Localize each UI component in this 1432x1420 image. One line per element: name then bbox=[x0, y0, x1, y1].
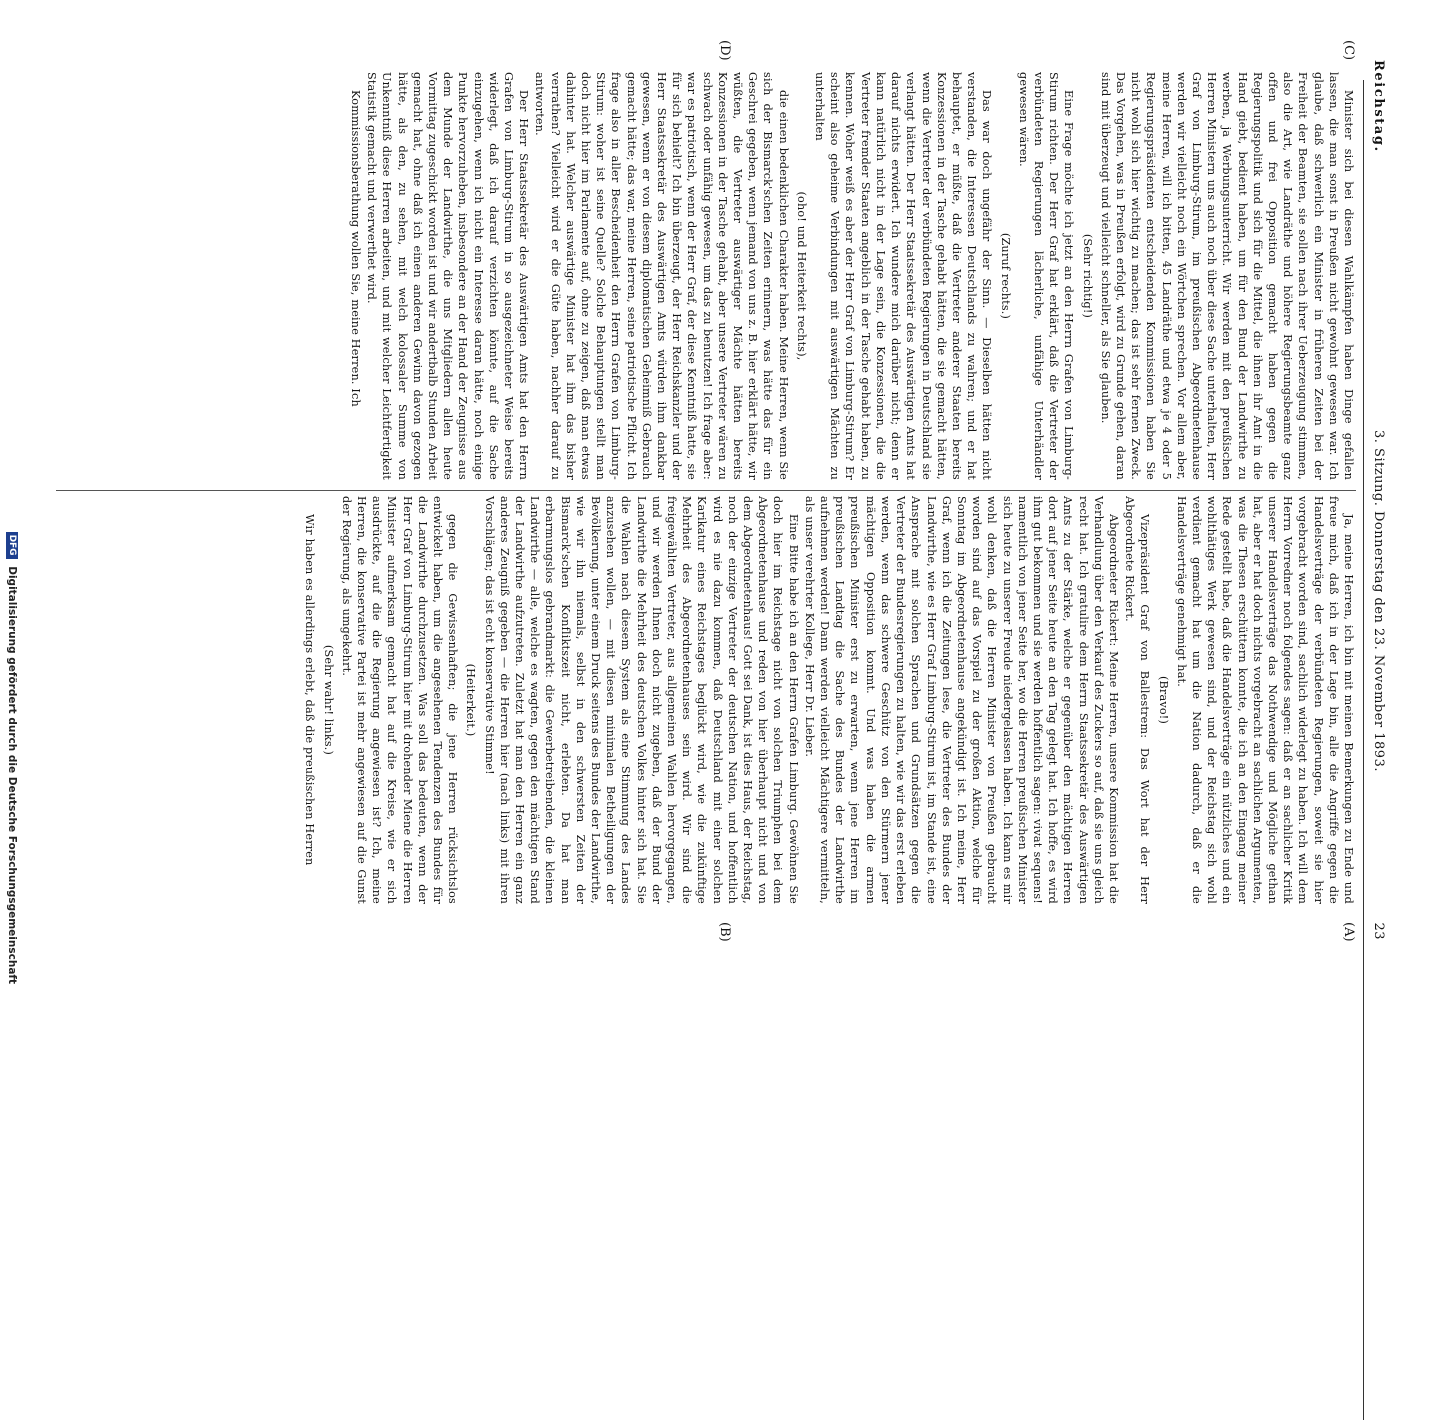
right-column bbox=[347, 72, 1356, 480]
header-rule bbox=[1363, 80, 1364, 1420]
margin-letter-c: (C) bbox=[1341, 40, 1356, 61]
paragraph: gegen die Gewissenhaften; die jene Herren rücksichtslos entwickelt haben, um die angesehenen Tendenzen des Bundes für die Landwirthe durchzusetzen. Was soll das bedeuten, wenn der Herr Graf von Limburg-Stirum hier mit drohender Miene die Herren Minister aufmerksam gemacht hat auf die Kreise, wie er sich ausdrückte, auf die die Regierung angewiesen ist? Ich, meine Herren, die konservative Partei ist mehr angewiesen auf die Gunst der Regierung, als umgekehrt. bbox=[339, 496, 460, 904]
paragraph: Kommissionsberathung wollen Sie, meine Herren. Ich bbox=[349, 90, 362, 407]
paragraph: Vizepräsident Graf von Ballestrem: Das Wort hat der Herr Abgeordnete Rickert. bbox=[1123, 496, 1152, 904]
left-column bbox=[301, 496, 1356, 904]
paragraph: Wir haben es allerdings erlebt, daß die preußischen Herren bbox=[303, 514, 317, 866]
margin-letter-b: (B) bbox=[717, 922, 732, 942]
interjection: (Zuruf rechts.) bbox=[998, 232, 1012, 320]
paragraph: Minister sich bei diesen Wahlkämpfen haben Dinge gefallen lassen, die man sonst in Preußen nicht gewohnt gewesen war. Ich glaube, daß schwerlich ein Minister in früheren Zeiten bei der Freiheit der Beamten, sie sollen nach ihrer Ueberzeugung stimmen, also die Art, wie Landräthe und höhere Regierungsbeamte ganz offen und frei Opposition gemacht haben gegen die Regierungspolitik und sich für die Mittel, die ihnen ihr Amt in die Hand giebt, bedient haben, um für den Bund der Landwirthe zu werben, ja Werbungsunterricht. Wir werden mit den preußischen Herren Ministern uns auch noch über diese Sache unterhalten, Herr Graf von Limburg-Stirum, im preußischen Abgeordnetenhause werden wir vielleicht noch ein Wörtchen sprechen. Vor allem aber, meine Herren, will ich bitten, 45 Landräthe und etwa je 4 oder 5 Regierungspräsidenten entscheidenden Kommissionen haben Sie nicht wohl sich hier wichtig zu machen; das ist sehr fernen Zweck. Das Vorgehen, was in Preußen erfolgt, wird zu Grunde gehen, daran sind mit überzeugt und vielleicht schneller, als Sie glauben. bbox=[1098, 72, 1355, 480]
header-center: 3. Sitzung. Donnerstag den 23. November 1893. bbox=[1371, 430, 1386, 772]
paragraph: Das war doch ungefähr der Sinn. — Dieselben hätten nicht verstanden, die Interessen Deutschlands zu wahren; und er hat behauptet, er müßte, daß die Vertreter anderer Staaten bereits Konzessionen in der Tasche gehabt hätten, die sie gemacht hätten, wenn die Vertreter der verbündeten Regierungen in Deutschland sie verlangt hätten. Der Herr Staatssekretär des Auswärtigen Amts hat darauf nichts erwidert. Ich wundere mich darüber nicht; denn er kann natürlich nicht in der Lage sein, die Konzessionen, die die Vertreter fremder Staaten angeblich in der Tasche gehabt haben, zu kennen. Woher weiß es aber der Herr Graf von Limburg-Stirum? Er scheint also geheime Verbindungen mit auswärtigen Mächten zu unterhalten bbox=[813, 72, 994, 480]
margin-letter-a: (A) bbox=[1341, 922, 1356, 942]
interjection: (Bravo!) bbox=[1156, 675, 1170, 725]
funding-footer bbox=[6, 0, 18, 1000]
paragraph: Ja, meine Herren, ich bin mit meinen Bemerkungen zu Ende und freue mich, daß ich in der Lage bin, alle die Angriffe gegen die Handelsverträge der verbündeten Regierungen, soweit sie hier vorgebracht worden sind, sachlich widerlegt zu haben. Ich will dem Herrn Vorredner noch folgendes sagen: daß er an sachlicher Kritik unserer Handelsverträge das Nothwendige und Mögliche gethan hat, aber er hat doch nichts vorgebracht an sachlichen Argumenten, was die Thesen erschüttern konnte, die ich an den Eingang meiner Rede gestellt habe, daß die Handelsverträge ein nützliches und ein wohlthätiges Werk gewesen sind, und der Reichstag sich wohl verdient gemacht hat um die Nation dadurch, daß er die Handelsverträge genehmigt hat. bbox=[1174, 496, 1355, 904]
interjection: (Sehr wahr! links.) bbox=[321, 644, 335, 756]
paragraph: Eine Bitte habe ich an den Herrn Grafen Limburg. Gewöhnen Sie doch hier im Reichstage nicht von solchen Triumphen bei dem Abgeordnetenhause und reden von hier überhaupt nicht und von dem Abgeordnetenhaus! Gott sei Dank, ist dies Haus, der Reichstag, noch der einzige Vertreter der deutschen Nation, und hoffentlich wird es nie dazu kommen, daß Deutschland mit einer solchen Karikatur eines Reichstages beglückt wird, wie die zukünftige Mehrheit des Abgeordnetenhauses sein wird. Wir sind die freigewählten Vertreter, aus allgemeinen Wahlen hervorgegangen, und wir werden Ihnen doch nicht zugeben, daß der Bund der Landwirthe die Mehrheit des deutschen Volkes hinter sich hat. Sie die Wahlen nach diesem System als eine Stimmung des Landes anzusehen wollen, — mit diesen minimalen Betheiligungen der Bevölkerung, unter einem Druck seitens des Bundes der Landwirthe, wie wir ihn niemals, selbst in den schwersten Zeiten der Bismarck'schen Konfliktszeit nicht, erlebten. Da hat man erbarmungslos gebrandmarkt: die Gewerbetreibenden, die kleinen Landwirthe — alle, welche es wagten, gegen den mächtigen Stand der Landwirthe aufzutreten. Zuletzt hat man den Herren ein ganz anderes Zeugniß gegeben — die Herren hier (nach links) mit ihren Vorschlägen; das ist echt konservative Stimme! bbox=[482, 496, 800, 904]
paragraph: die einen bedenklichen Charakter haben. Meine Herren, wenn Sie sich der Bismarck'schen Zeiten erinnern, was hätte das für ein Geschrei gegeben, wenn jemand von uns z. B. hier erklärt hätte, wir wüßten, die Vertreter auswärtiger Mächte hätten bereits Konzessionen in der Tasche gehabt, aber unsere Vertreter wären zu schwach oder unfähig gewesen, um das zu benutzen! Ich frage aber: war es patriotisch, wenn der Herr Graf, der diese Kenntniß hatte, sie für sich behielt? Ich bin überzeugt, der Herr Reichskanzler und der Herr Staatssekretär des Auswärtigen Amts würden ihm dankbar gewesen, wenn er von diesem diplomatischen Geheimniß Gebrauch gemacht hätte; das war, meine Herren, seine patriotische Pflicht. Ich frage also in aller Bescheidenheit den Herrn Grafen von Limburg-Stirum: woher ist seine Quelle? Solche Behauptungen stellt man doch nicht hier im Parlamente auf, ohne zu zeigen, daß man etwas dahinter hat. Welcher auswärtige Minister hat ihm das bisher verrathen? Vielleicht wird er die Güte haben, nachher darauf zu antworten. bbox=[533, 72, 790, 480]
funding-note: Digitalisierung gefördert durch die Deutsche Forschungsgemeinschaft bbox=[6, 566, 18, 984]
column-divider bbox=[56, 490, 1356, 491]
page-number: 23 bbox=[1371, 922, 1386, 940]
page-header bbox=[1362, 60, 1386, 940]
interjection: (Heiterkeit.) bbox=[464, 663, 478, 737]
dfg-logo: DFG bbox=[6, 532, 18, 559]
interjection: (Sehr richtig!) bbox=[1080, 233, 1094, 319]
header-left: Reichstag. bbox=[1371, 60, 1386, 153]
paragraph: Eine Frage möchte ich jetzt an den Herrn Grafen von Limburg-Stirum richten. Der Herr Graf hat erklärt, daß die Vertreter der verbündeten Regierungen lächerliche, unfähige Unterhändler gewesen wären. bbox=[1016, 72, 1076, 480]
paragraph: Der Herr Staatssekretär des Auswärtigen Amts hat den Herrn Grafen von Limburg-Stirum in so ausgezeichneter Weise bereits widerlegt, daß ich darauf verzichten könnte, auf die Sache einzugehen, wenn ich nicht ein Interesse daran hätte, noch einige Punkte hervorzuheben, insbesondere an der Hand der Zeugnisse aus dem Munde der Landwirthe, die uns Mitgliedern allen heute Vormittag zugeschickt worden ist und wir andertbalb Stunden Arbeit gemacht hat, ohne daß ich einen anderen Gewinn davon gezogen hätte, als den, zu sehen, mit welch kolossaler Summe von Unkenntniß diese Herren arbeiten, und mit welcher Leichtfertigkeit Statistik gemacht und verwerthet wird. bbox=[365, 72, 531, 480]
margin-letter-d: (D) bbox=[717, 40, 732, 61]
paragraph: Abgeordneter Rickert: Meine Herren, unsere Kommission hat die Verhandlung über den Verkauf des Zuckers so auf, daß sie uns gleich recht hat. Ich gratulire dem Herrn Staatssekretär des Auswärtigen Amts zu der Stärke, welche er gegenüber den mächtigen Herren dort auf jener Seite heute an den Tag gelegt hat. Ich hoffe, es wird ihm gut bekommen und sie werden hoffentlich sagen: vivat sequens! namentlich von jener Seite her, wo die Herren preußischen Minister sich heute zu unserer Freude niedergelassen haben. Ich kann es mir wohl denken, daß die Herren Minister von Preußen gebraucht worden sind auf das Vorspiel zu der großen Aktion, welche für Sonntag im Abgeordnetenhause angekündigt ist. Ich meine, Herr Graf, wenn ich die Zeitungen lese, die Vertreter des Bundes der Landwirthe, wie es Herr Graf Limburg-Stirum ist, im Stande ist, eine Ansprache mit solchen Sprachen und Grundsätzen gegen die Vertreter der Bundesregierungen zu halten, wie wir das erst erleben werden, wenn das schwere Geschütz von den Stürmern jener mächtigen Opposition kommt. Und was haben die armen preußischen Minister erst zu erwarten, wenn jene Herren im preußischen Landtag die Sache des Bundes der Landwirthe aufnehmen werden! Dann werden vielleicht Mächtigere vermitteln, als unser verehrter Kollege, Herr Dr. Lieber. bbox=[802, 496, 1120, 904]
interjection: (oho! und Heiterkeit rechts), bbox=[794, 191, 808, 361]
